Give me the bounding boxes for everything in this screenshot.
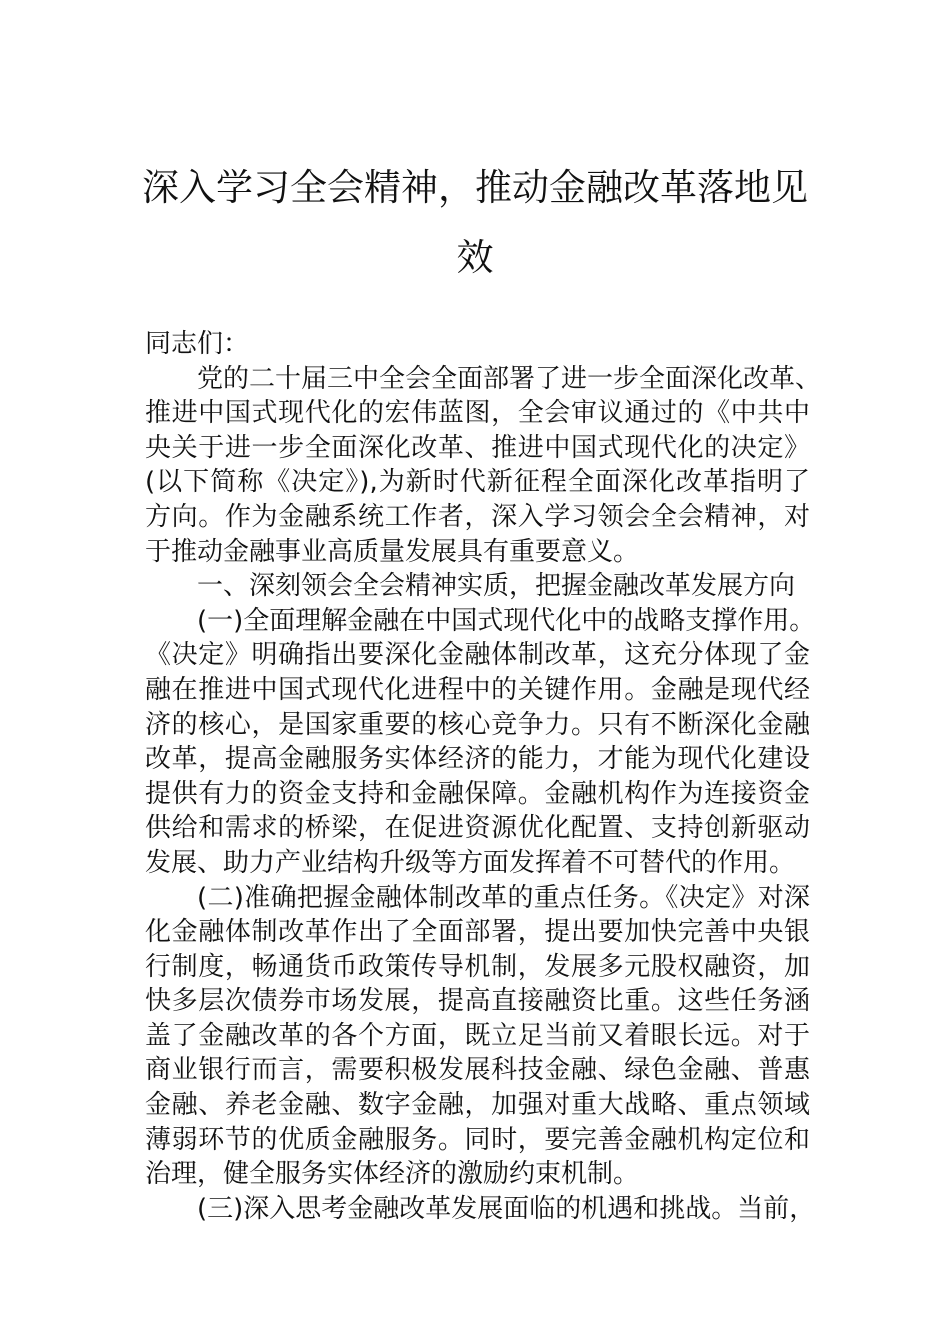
body-line: 治理，健全服务实体经济的激励约束机制。 [145,1159,640,1190]
body-line: 济的核心，是国家重要的核心竞争力。只有不断深化金融 [145,709,810,740]
body-line: 盖了金融改革的各个方面，既立足当前又着眼长远。对于 [145,1020,810,1051]
body-line: 供给和需求的桥梁，在促进资源优化配置、支持创新驱动 [145,813,810,844]
body-line: 方向。作为金融系统工作者，深入学习领会全会精神，对 [145,501,810,532]
body-line: 党的二十届三中全会全面部署了进一步全面深化改革、 [197,363,822,394]
body-line: 快多层次债券市场发展，提高直接融资比重。这些任务涵 [145,986,810,1017]
body-line: (三)深入思考金融改革发展面临的机遇和挑战。当前， [197,1193,816,1224]
document-title-line-1: 深入学习全会精神，推动金融改革落地见 [142,166,808,209]
body-lines [145,362,822,1227]
body-line: 一、深刻领会全会精神实质，把握金融改革发展方向 [197,571,796,602]
body-line: 央关于进一步全面深化改革、推进中国式现代化的决定》 [145,432,810,463]
salutation: 同志们： [145,329,250,359]
body-line: 发展、助力产业结构升级等方面发挥着不可替代的作用。 [145,847,796,878]
body-line: 改革，提高金融服务实体经济的能力，才能为现代化建设 [145,744,810,775]
document-title-line-2: 效 [456,236,494,279]
body-line: 化金融体制改革作出了全面部署，提出要加快完善中央银 [145,917,810,948]
body-line: 推进中国式现代化的宏伟蓝图，全会审议通过的《中共中 [145,398,810,429]
body-line: 薄弱环节的优质金融服务。同时，要完善金融机构定位和 [145,1124,810,1155]
body-line: 金融、养老金融、数字金融，加强对重大战略、重点领域 [145,1090,810,1121]
body-line: (以下简称《决定》),为新时代新征程全面深化改革指明了 [145,467,810,498]
body-line: 提供有力的资金支持和金融保障。金融机构作为连接资金 [145,778,810,809]
body-line: (一)全面理解金融在中国式现代化中的战略支撑作用。 [197,605,816,636]
body-line: 《决定》明确指出要深化金融体制改革，这充分体现了金 [145,640,810,671]
document-body [145,327,822,1226]
body-line: 于推动金融事业高质量发展具有重要意义。 [145,536,640,567]
body-line: 商业银行而言，需要积极发展科技金融、绿色金融、普惠 [145,1055,810,1086]
body-line: (二)准确把握金融体制改革的重点任务。《决定》对深 [197,882,810,913]
body-line: 行制度，畅通货币政策传导机制，发展多元股权融资，加 [145,951,810,982]
body-line: 融在推进中国式现代化进程中的关键作用。金融是现代经 [145,674,810,705]
